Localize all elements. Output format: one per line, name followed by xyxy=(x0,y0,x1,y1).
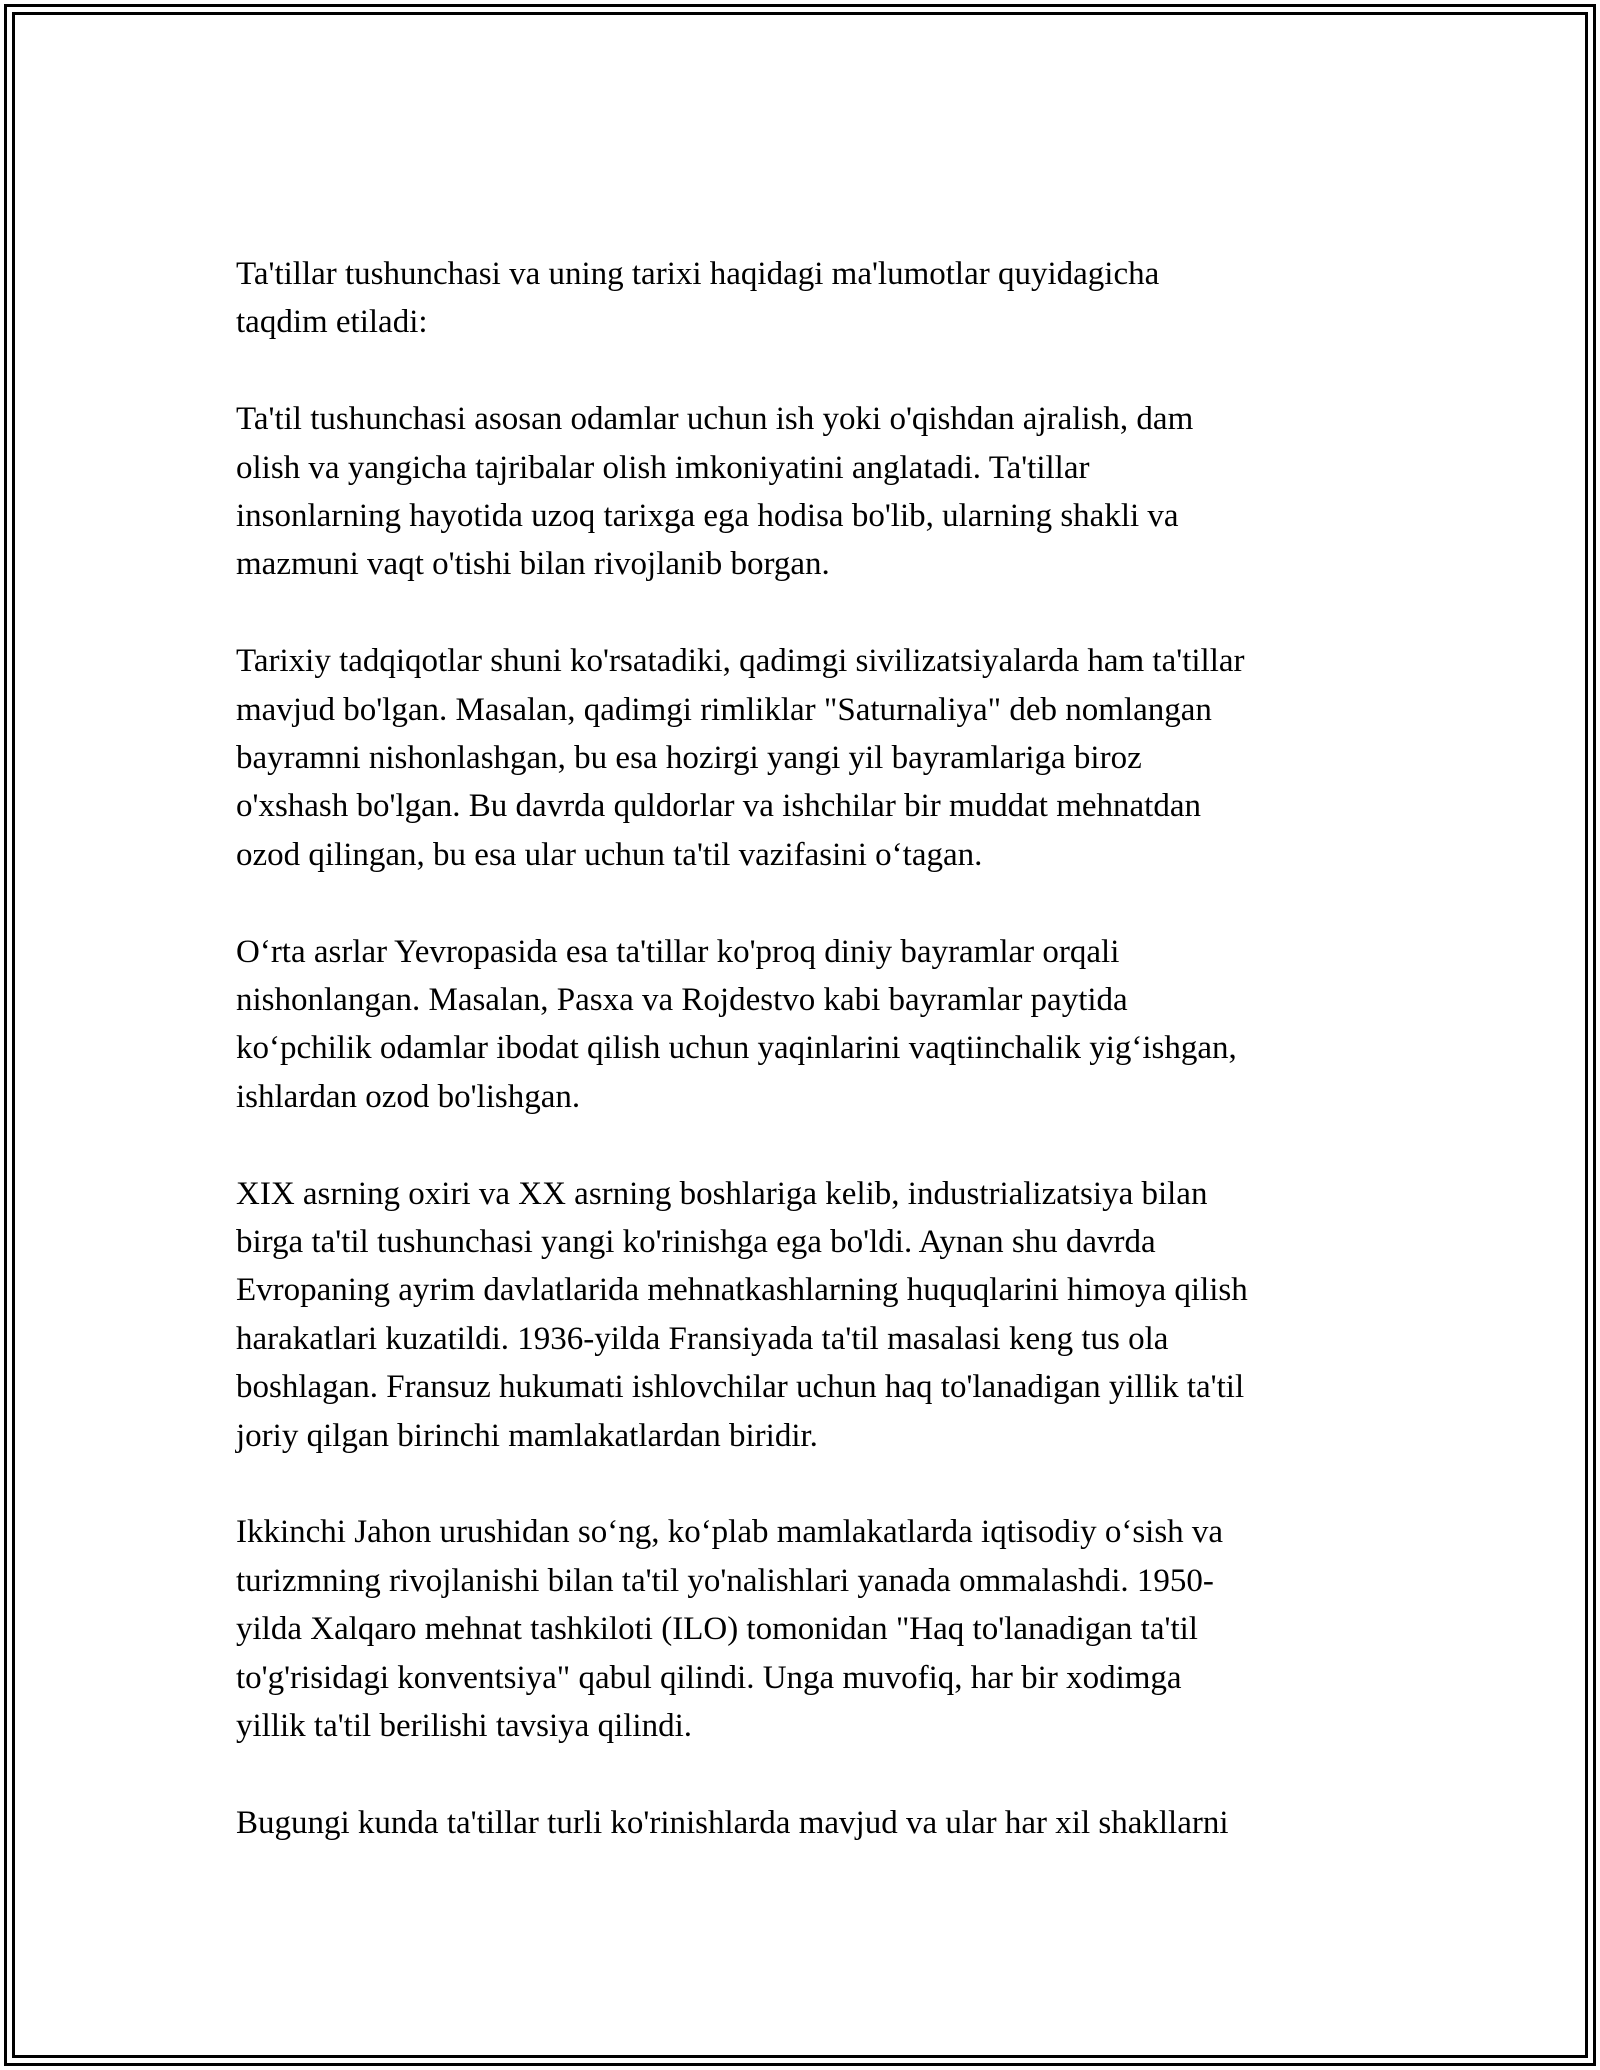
text-line: nishonlangan. Masalan, Pasxa va Rojdestvo kabi bayramlar paytida xyxy=(236,982,1128,1019)
text-line: O‘rta asrlar Yevropasida esa ta'tillar ko'proq diniy bayramlar orqali xyxy=(236,933,1120,970)
paragraph-industrialization xyxy=(236,1170,1366,1460)
text-line: Ta'tillar tushunchasi va uning tarixi haqidagi ma'lumotlar quyidagicha xyxy=(236,256,1160,292)
text-line: yillik ta'til berilishi tavsiya qilindi. xyxy=(236,1708,692,1745)
document-body xyxy=(236,250,1366,1896)
text-line: bayramni nishonlashgan, bu esa hozirgi yangi yil bayramlariga biroz xyxy=(236,740,1142,777)
text-line: turizmning rivojlanishi bilan ta'til yo'nalishlari yanada ommalashdi. 1950- xyxy=(236,1562,1214,1599)
text-line: birga ta'til tushunchasi yangi ko'rinishga ega bo'ldi. Aynan shu davrda xyxy=(236,1224,1156,1261)
text-line: ishlardan ozod bo'lishgan. xyxy=(236,1078,581,1115)
text-line: XIX asrning oxiri va XX asrning boshlariga kelib, industrializatsiya bilan xyxy=(236,1175,1208,1212)
paragraph-today xyxy=(236,1799,1366,1847)
paragraph-middle-ages xyxy=(236,928,1366,1122)
text-line: mazmuni vaqt o'tishi bilan rivojlanib borgan. xyxy=(236,546,830,583)
text-line: mavjud bo'lgan. Masalan, qadimgi rimliklar "Saturnaliya" deb nomlangan xyxy=(236,691,1212,728)
text-line: Bugungi kunda ta'tillar turli ko'rinishlarda mavjud va ular har xil shakllarni xyxy=(236,1804,1229,1841)
text-line: taqdim etiladi: xyxy=(236,304,428,341)
paragraph-ancient-history xyxy=(236,637,1366,879)
text-line: Evropaning ayrim davlatlarida mehnatkashlarning huquqlarini himoya qilish xyxy=(236,1272,1248,1309)
paragraph-intro xyxy=(236,250,1366,347)
paragraph-definition xyxy=(236,395,1366,589)
text-line: Tarixiy tadqiqotlar shuni ko'rsatadiki, qadimgi sivilizatsiyalarda ham ta'tillar xyxy=(236,643,1245,680)
text-line: yilda Xalqaro mehnat tashkiloti (ILO) tomonidan "Haq to'lanadigan ta'til xyxy=(236,1611,1198,1648)
text-line: o'xshash bo'lgan. Bu davrda quldorlar va ishchilar bir muddat mehnatdan xyxy=(236,788,1201,825)
text-line: ozod qilingan, bu esa ular uchun ta'til vazifasini o‘tagan. xyxy=(236,836,983,873)
text-line: olish va yangicha tajribalar olish imkoniyatini anglatadi. Ta'tillar xyxy=(236,449,1090,486)
text-line: Ta'til tushunchasi asosan odamlar uchun ish yoki o'qishdan ajralish, dam xyxy=(236,401,1194,438)
text-line: boshlagan. Fransuz hukumati ishlovchilar uchun haq to'lanadigan yillik ta'til xyxy=(236,1369,1245,1406)
text-line: ko‘pchilik odamlar ibodat qilish uchun yaqinlarini vaqtiinchalik yig‘ishgan, xyxy=(236,1030,1237,1067)
paragraph-post-war xyxy=(236,1508,1366,1750)
text-line: harakatlari kuzatildi. 1936-yilda Fransiyada ta'til masalasi keng tus ola xyxy=(236,1320,1169,1357)
text-line: joriy qilgan birinchi mamlakatlardan biridir. xyxy=(236,1417,818,1454)
text-line: to'g'risidagi konventsiya" qabul qilindi. Unga muvofiq, har bir xodimga xyxy=(236,1659,1182,1696)
text-line: Ikkinchi Jahon urushidan so‘ng, ko‘plab mamlakatlarda iqtisodiy o‘sish va xyxy=(236,1514,1224,1551)
text-line: insonlarning hayotida uzoq tarixga ega hodisa bo'lib, ularning shakli va xyxy=(236,498,1179,535)
